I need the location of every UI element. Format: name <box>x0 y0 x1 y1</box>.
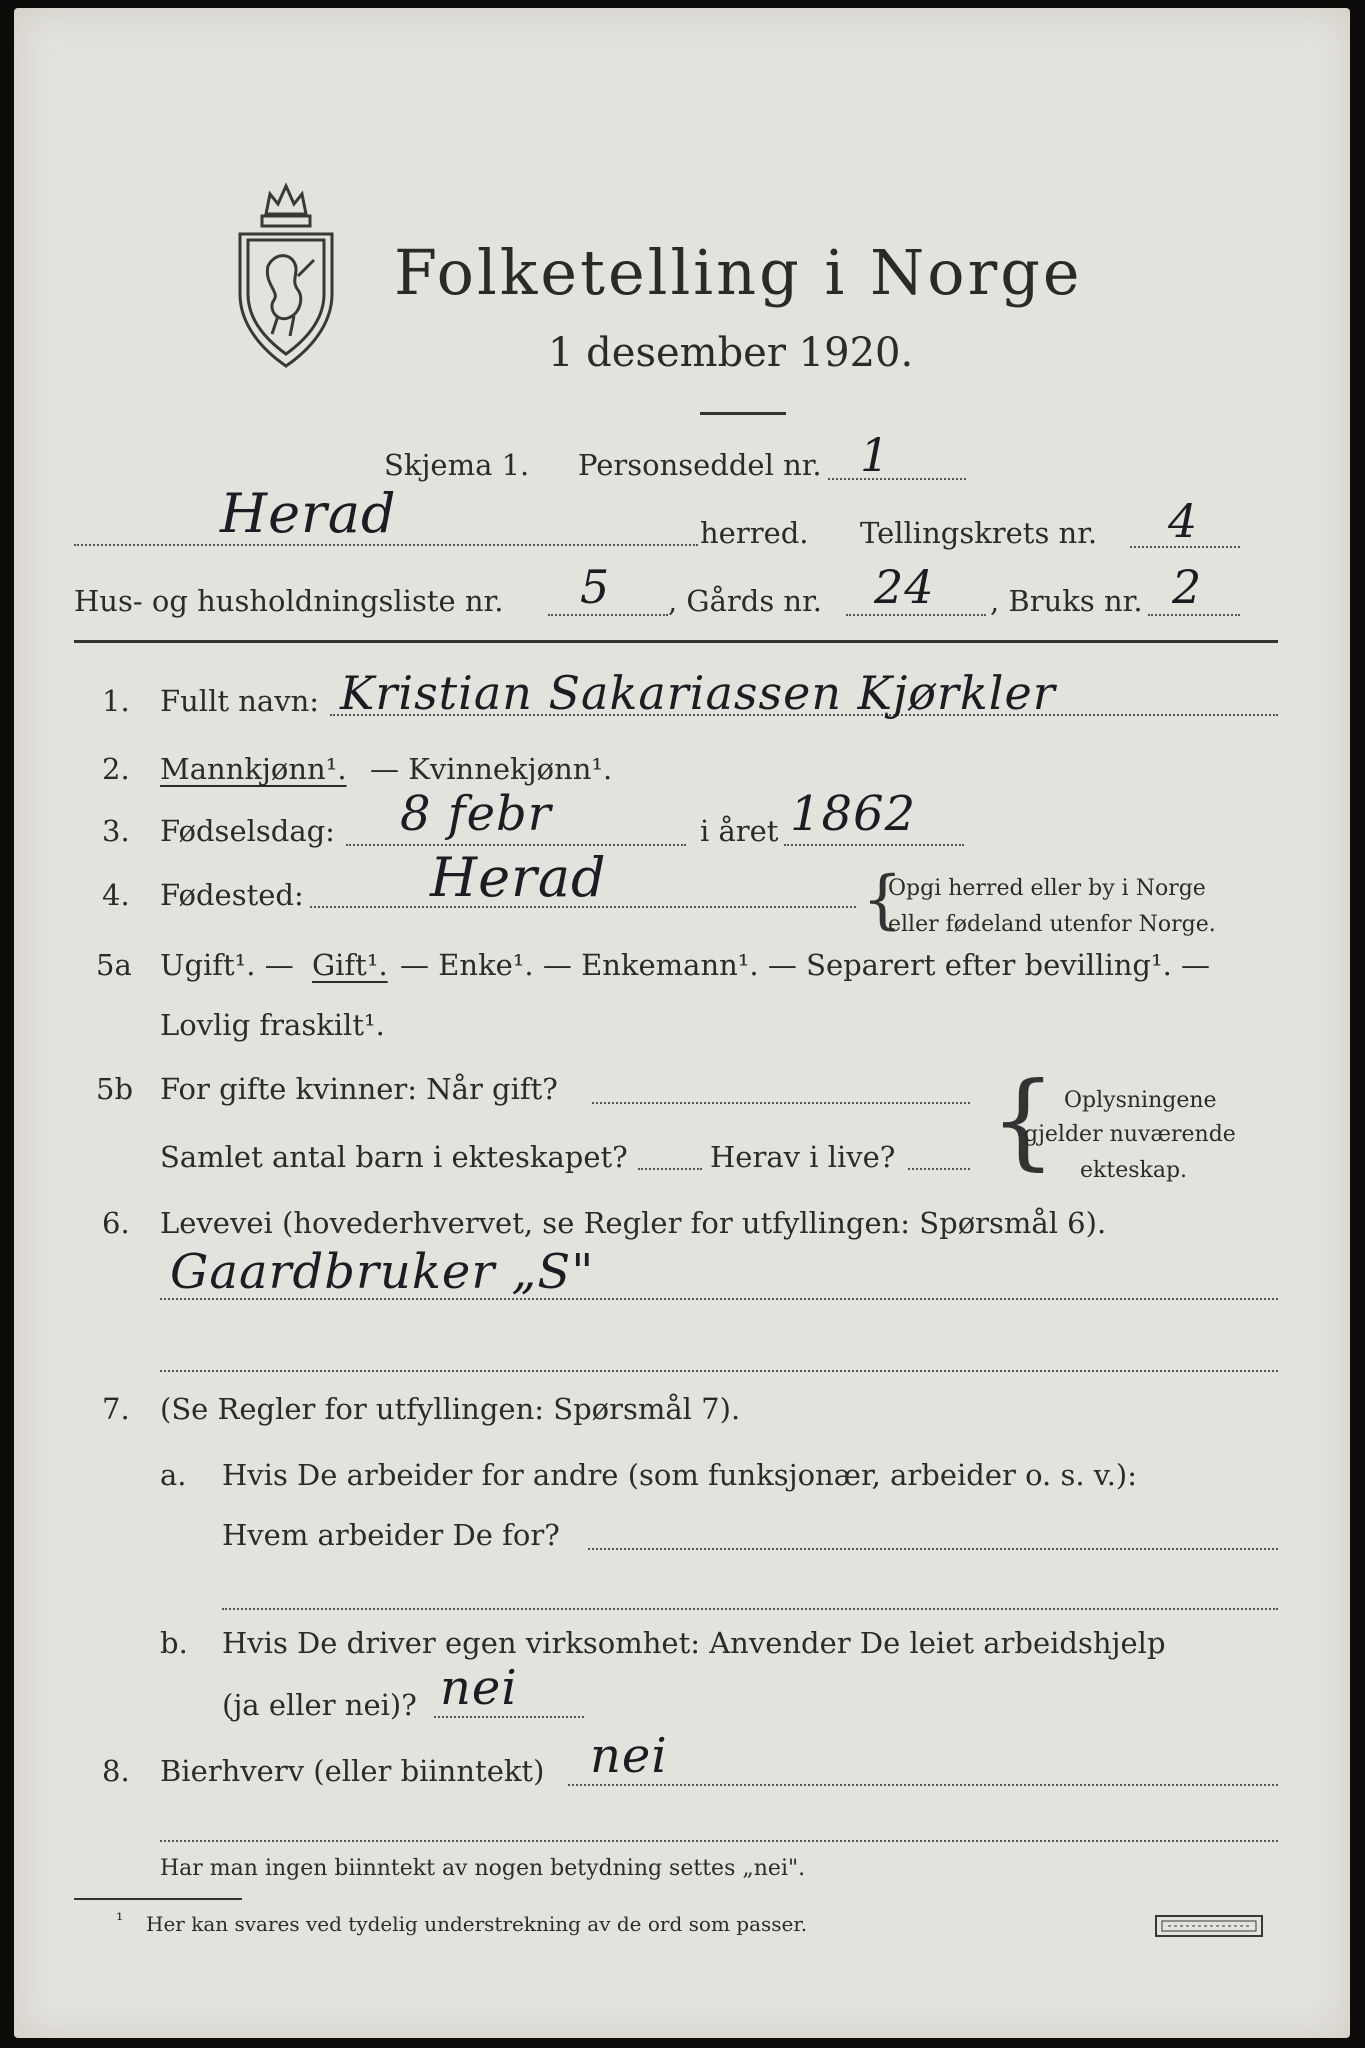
herred-line <box>74 544 698 546</box>
bruks-line <box>1148 614 1240 616</box>
q5a-gift-option[interactable]: Gift¹. <box>312 948 388 982</box>
q6-line2 <box>160 1370 1278 1372</box>
q7b-letter: b. <box>160 1626 188 1660</box>
q7a-label2: Hvem arbeider De for? <box>222 1518 560 1552</box>
q2-number: 2. <box>102 752 130 786</box>
q6-line1 <box>160 1298 1278 1300</box>
census-date: 1 desember 1920. <box>548 330 914 376</box>
q6-value[interactable]: Gaardbruker „S" <box>170 1244 595 1300</box>
q7-number: 7. <box>102 1392 130 1426</box>
q5a-number: 5a <box>96 948 132 982</box>
gards-label: , Gårds nr. <box>668 584 822 618</box>
norwegian-coat-of-arms-icon <box>228 176 344 376</box>
q1-number: 1. <box>102 684 130 718</box>
q7a-line1 <box>588 1548 1278 1550</box>
q4-note-line1: Opgi herred eller by i Norge <box>888 876 1206 901</box>
q2-female-option[interactable]: — Kvinnekjønn¹. <box>370 752 613 786</box>
q4-note-line2: eller fødeland utenfor Norge. <box>888 912 1216 937</box>
section-divider <box>74 640 1278 643</box>
footnote-text: Her kan svares ved tydelig understrekning av de ord som passer. <box>146 1912 808 1936</box>
personseddel-label: Personseddel nr. <box>578 448 822 482</box>
q3-value[interactable]: 8 febr <box>400 786 552 842</box>
q6-number: 6. <box>102 1206 130 1240</box>
herred-value[interactable]: Herad <box>220 482 397 545</box>
q8-number: 8. <box>102 1754 130 1788</box>
q5b-children-line <box>638 1168 702 1170</box>
q7b-label1: Hvis De driver egen virksomhet: Anvender De leiet arbeidshjelp <box>222 1626 1166 1660</box>
q8-note: Har man ingen biinntekt av nogen betydning settes „nei". <box>160 1856 806 1881</box>
form-title: Folketelling i Norge <box>394 236 1083 309</box>
q3-year-line <box>784 844 964 846</box>
footnote-mark: ¹ <box>116 1910 124 1931</box>
q3-year-label: i året <box>700 814 779 848</box>
q5b-when-line <box>592 1102 970 1104</box>
q3-label: Fødselsdag: <box>160 814 335 848</box>
printer-stamp-icon <box>1154 1914 1264 1938</box>
q5b-note-line1: Oplysningene <box>1064 1088 1217 1113</box>
q8-label: Bierhverv (eller biinntekt) <box>160 1754 545 1788</box>
q4-number: 4. <box>102 878 130 912</box>
q7a-label1: Hvis De arbeider for andre (som funksjonær, arbeider o. s. v.): <box>222 1458 1138 1492</box>
gards-line <box>846 614 986 616</box>
q5b-alive-line <box>908 1168 970 1170</box>
q5b-number: 5b <box>96 1072 134 1106</box>
q2-male-option[interactable]: Mannkjønn¹. <box>160 752 347 786</box>
hus-value[interactable]: 5 <box>580 560 611 614</box>
q5b-label-when-married: For gifte kvinner: Når gift? <box>160 1072 558 1106</box>
title-divider <box>700 412 786 415</box>
q8-line1 <box>568 1784 1278 1786</box>
q5a-ugift-option[interactable]: Ugift¹. — <box>160 948 294 982</box>
footnote-divider <box>74 1898 242 1900</box>
q7b-line <box>434 1716 584 1718</box>
tellingskrets-value[interactable]: 4 <box>1168 494 1199 548</box>
q7b-value[interactable]: nei <box>440 1660 518 1716</box>
q3-number: 3. <box>102 814 130 848</box>
hus-label: Hus- og husholdningsliste nr. <box>74 584 504 618</box>
bruks-value[interactable]: 2 <box>1172 560 1203 614</box>
q1-label: Fullt navn: <box>160 684 320 718</box>
gards-value[interactable]: 24 <box>874 560 935 614</box>
q5b-label-children: Samlet antal barn i ekteskapet? <box>160 1140 628 1174</box>
q5b-note-brace: { <box>990 1059 1057 1181</box>
herred-label: herred. <box>700 516 809 550</box>
q5a-fraskilt-option[interactable]: Lovlig fraskilt¹. <box>160 1008 385 1042</box>
q7a-line2 <box>222 1608 1278 1610</box>
q7-label: (Se Regler for utfyllingen: Spørsmål 7). <box>160 1392 741 1426</box>
personseddel-line <box>828 478 966 480</box>
q7b-label2: (ja eller nei)? <box>222 1688 417 1722</box>
q4-note-brace: { <box>862 863 903 937</box>
q5b-note-line3: ekteskap. <box>1080 1158 1188 1183</box>
personseddel-value[interactable]: 1 <box>860 428 891 482</box>
q7a-letter: a. <box>160 1458 187 1492</box>
q4-label: Fødested: <box>160 878 304 912</box>
tellingskrets-label: Tellingskrets nr. <box>860 516 1098 550</box>
q1-value[interactable]: Kristian Sakariassen Kjørkler <box>340 666 1056 720</box>
q5a-other-options[interactable]: — Enke¹. — Enkemann¹. — Separert efter bevilling¹. — <box>400 948 1211 982</box>
bruks-label: , Bruks nr. <box>990 584 1143 618</box>
q3-year-value[interactable]: 1862 <box>790 786 917 842</box>
q5b-note-line2: gjelder nuværende <box>1024 1122 1236 1147</box>
q5b-label-alive: Herav i live? <box>710 1140 896 1174</box>
q4-value[interactable]: Herad <box>430 846 607 909</box>
q8-value[interactable]: nei <box>590 1728 668 1784</box>
hus-line <box>548 614 668 616</box>
q8-line2 <box>160 1840 1278 1842</box>
skjema-label: Skjema 1. <box>384 448 530 482</box>
q6-label: Levevei (hovederhvervet, se Regler for utfyllingen: Spørsmål 6). <box>160 1206 1107 1240</box>
